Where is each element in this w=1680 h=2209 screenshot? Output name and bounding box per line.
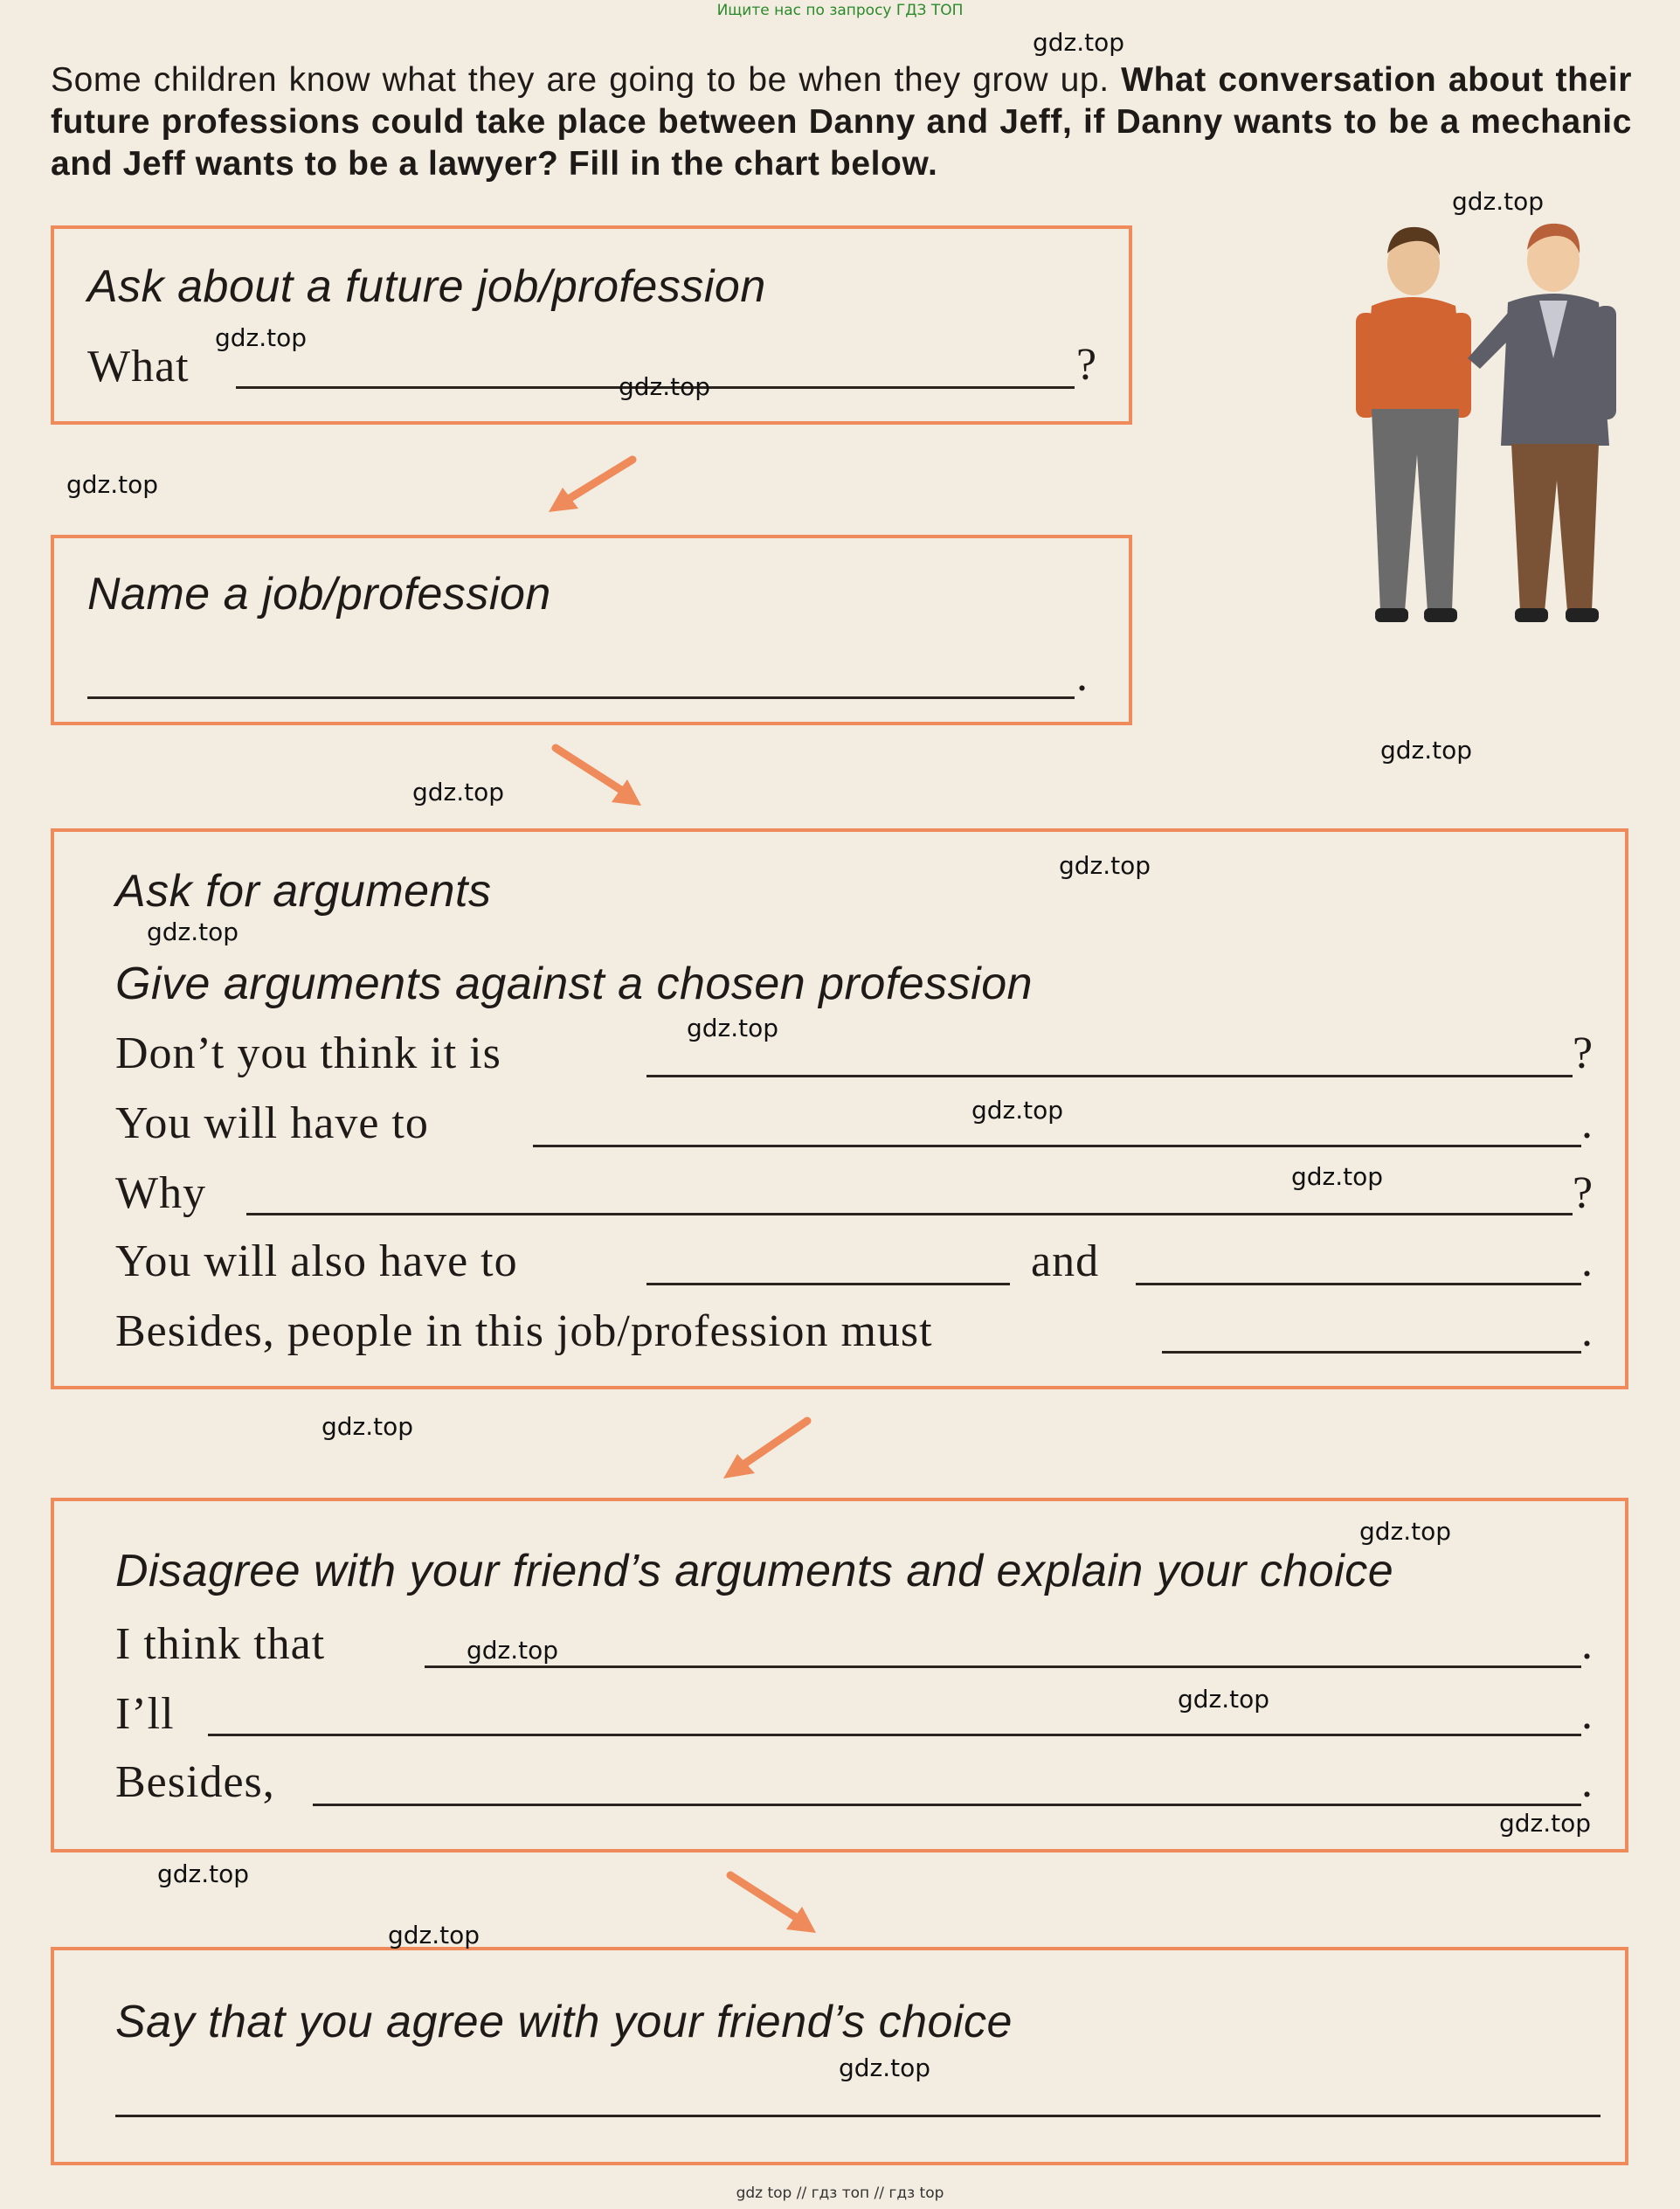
box1-what-label: What	[87, 342, 190, 391]
box4-heading: Disagree with your friend’s arguments and explain your choice	[115, 1546, 1394, 1596]
box4-line2-answer[interactable]	[208, 1734, 1581, 1736]
box3-line1-q: ?	[1573, 1028, 1594, 1078]
watermark: gdz.top	[1033, 28, 1125, 57]
instructions-plain: Some children know what they are going to be when they grow up.	[51, 61, 1110, 99]
watermark: gdz.top	[619, 372, 711, 401]
watermark: gdz.top	[147, 918, 239, 946]
box3-line2-label: You will have to	[115, 1098, 429, 1148]
box5-heading: Say that you agree with your friend’s choice	[115, 1997, 1013, 2047]
box3-line1-answer[interactable]	[646, 1075, 1573, 1077]
watermark: gdz.top	[1359, 1517, 1452, 1546]
box1-heading: Ask about a future job/profession	[87, 261, 766, 312]
box3-line1-label: Don’t you think it is	[115, 1028, 501, 1078]
arrow-1	[542, 454, 638, 516]
box-ask-job	[51, 225, 1132, 425]
arrow-3	[716, 1416, 812, 1485]
box3-line4-label: You will also have to	[115, 1236, 518, 1286]
box2-heading: Name a job/profession	[87, 569, 551, 620]
arrow-4	[725, 1870, 821, 1940]
watermark: gdz.top	[467, 1636, 559, 1665]
watermark: gdz.top	[971, 1096, 1064, 1125]
box3-line5-answer[interactable]	[1162, 1351, 1581, 1354]
instructions-bold: What conversation about their future professions could take place between Danny and Jeff, if Danny wants to be a mechanic and Jeff wants to be a lawyer? Fill in the chart below.	[51, 61, 1632, 183]
box4-line2-label: I’ll	[115, 1689, 175, 1739]
watermark: gdz.top	[412, 778, 505, 807]
box3-line4-answer-a[interactable]	[646, 1283, 1010, 1285]
box1-question-mark: ?	[1076, 340, 1097, 390]
box3-line4-dot: .	[1581, 1236, 1593, 1286]
box3-line4-and: and	[1031, 1236, 1100, 1286]
watermark: gdz.top	[1452, 187, 1545, 216]
box3-line2-answer[interactable]	[533, 1145, 1581, 1147]
box2-answer-line[interactable]	[87, 696, 1075, 699]
box4-line3-answer[interactable]	[313, 1804, 1581, 1806]
box4-line1-dot: .	[1581, 1619, 1593, 1669]
box3-heading: Ask for arguments	[115, 866, 492, 917]
watermark: gdz.top	[321, 1412, 414, 1441]
box3-line2-dot: .	[1581, 1098, 1593, 1148]
arrow-2	[550, 743, 646, 813]
box3-line5-label: Besides, people in this job/profession must	[115, 1306, 933, 1356]
box2-full-stop: .	[1076, 651, 1088, 701]
box3-line3-label: Why	[115, 1168, 207, 1218]
danny-and-jeff-illustration	[1337, 210, 1634, 638]
box3-line3-q: ?	[1573, 1168, 1594, 1218]
box4-line1-answer[interactable]	[425, 1665, 1581, 1668]
box4-line1-label: I think that	[115, 1619, 326, 1669]
box5-answer-line[interactable]	[115, 2115, 1600, 2117]
box3-subheading: Give arguments against a chosen profession	[115, 959, 1034, 1009]
task-instructions	[51, 59, 1632, 185]
watermark: gdz.top	[1291, 1162, 1384, 1191]
watermark: gdz.top	[1178, 1685, 1270, 1714]
box3-line5-dot: .	[1581, 1306, 1593, 1356]
footer-watermark: gdz top // гдз топ // гдз top	[736, 2185, 944, 2202]
top-notice: Ищите нас по запросу ГДЗ ТОП	[716, 2, 964, 19]
box3-line3-answer[interactable]	[246, 1213, 1573, 1215]
watermark: gdz.top	[839, 2053, 931, 2082]
watermark: gdz.top	[687, 1014, 779, 1042]
watermark: gdz.top	[1380, 736, 1473, 765]
box4-line3-label: Besides,	[115, 1757, 275, 1807]
watermark: gdz.top	[1499, 1809, 1592, 1838]
watermark: gdz.top	[215, 323, 308, 352]
box3-line4-answer-b[interactable]	[1136, 1283, 1581, 1285]
box4-line2-dot: .	[1581, 1689, 1593, 1739]
watermark: gdz.top	[157, 1859, 250, 1888]
box4-line3-dot: .	[1581, 1757, 1593, 1807]
watermark: gdz.top	[66, 470, 159, 499]
watermark: gdz.top	[1059, 851, 1151, 880]
watermark: gdz.top	[388, 1921, 480, 1949]
